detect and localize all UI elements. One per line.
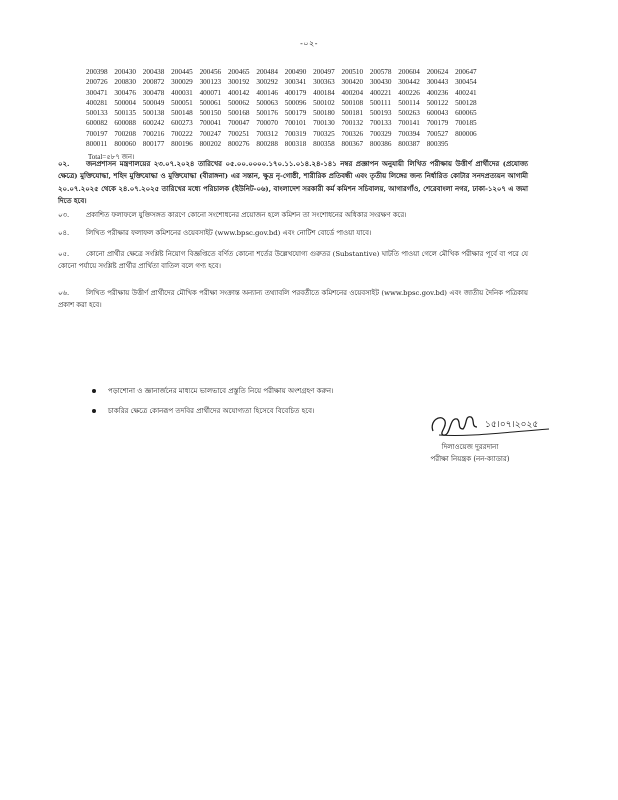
roll-number: 400179 [284,88,307,97]
roll-number: 300442 [398,78,420,87]
roll-number: 200830 [114,78,136,87]
roll-number [455,139,483,149]
roll-number: 400146 [256,88,278,97]
roll-number: 600088 [114,119,136,128]
roll-number: 200647 [455,68,477,76]
bullet-icon [92,409,96,413]
roll-number: 700247 [199,129,222,138]
roll-number: 700312 [256,129,278,138]
roll-number: 500179 [284,109,307,118]
bullet-text: পড়াশোনা ও জ্ঞানার্জনের মাধ্যমে ভালভাবে প্রস্তুতি নিয়ে পরীক্ষায় অংশগ্রহণ করুন। [108,387,334,395]
roll-number: 500049 [142,98,165,107]
roll-number: 700251 [227,129,250,138]
paragraph-text: প্রকাশিত ফলাফলে যুক্তিসঙ্গত কারণে কোনো সংশোধনের প্রয়োজন হলে কমিশন তা সংশোধনের অধিকার সংরক্ষণ করে। [86,211,407,219]
paragraph-06 [58,287,528,312]
roll-number: 700130 [313,119,335,128]
roll-number: 300430 [369,78,392,87]
roll-number: 700216 [142,129,165,138]
roll-number: 200624 [426,68,449,76]
roll-number: 400236 [426,88,449,97]
roll-number: 700141 [398,119,420,128]
roll-number: 600065 [455,109,477,118]
roll-number: 800276 [227,140,250,149]
roll-number: 500135 [114,109,136,118]
roll-number: 400031 [171,88,193,97]
roll-number: 300029 [171,78,193,87]
roll-number: 300123 [199,78,222,87]
roll-number: 800367 [341,140,364,149]
roll-number: 800288 [256,140,278,149]
roll-number: 300454 [455,78,477,87]
roll-number: 500138 [142,109,165,118]
roll-number: 200497 [313,68,335,76]
roll-row [86,108,483,118]
roll-number: 200430 [114,68,136,76]
roll-number: 800196 [171,140,193,149]
roll-number: 700527 [426,129,449,138]
roll-number: 500111 [369,98,391,107]
roll-number: 500108 [341,98,364,107]
roll-number: 500051 [171,98,193,107]
bullet-item [92,381,512,401]
paragraph-number: ০২. [58,160,70,168]
paragraph-03 [58,209,528,221]
roll-number: 400071 [199,88,222,97]
paragraph-number: ০৪. [58,229,70,237]
roll-number: 300476 [114,88,136,97]
page-number: -০২- [300,39,318,48]
roll-number: 800011 [86,140,108,149]
roll-number: 700101 [284,119,307,128]
roll-number: 300341 [284,78,307,87]
roll-number: 500133 [86,109,108,118]
roll-row [86,88,483,98]
roll-number: 600082 [86,119,108,128]
roll-number: 200445 [171,68,193,76]
roll-number: 700179 [426,119,449,128]
roll-number: 700208 [114,129,136,138]
roll-number: 300420 [341,78,364,87]
roll-number: 700394 [398,129,420,138]
roll-number-table [86,67,483,149]
roll-number: 700329 [369,129,392,138]
paragraph-04 [58,227,528,239]
roll-number: 600242 [142,119,165,128]
roll-number: 700070 [256,119,278,128]
roll-number: 500102 [313,98,335,107]
roll-number: 400142 [227,88,250,97]
roll-number: 300192 [227,78,250,87]
roll-number: 700047 [227,119,250,128]
roll-number: 800202 [199,140,222,149]
roll-number: 500150 [199,109,222,118]
roll-number: 300478 [142,88,165,97]
paragraph-number: ০৬. [58,289,70,297]
roll-number: 500004 [114,98,136,107]
roll-number: 800387 [398,140,420,149]
paragraph-text: লিখিত পরীক্ষায় উত্তীর্ণ প্রার্থীদের মৌখিক পরীক্ষা সংক্রান্ত অন্যান্য তথ্যাবলি পরবর্তীতে কমিশনের ওয়েবসাইট (www.bpsc.gov.bd) এবং জাতীয় দৈনিক পত্রিকায় প্রকাশ করা হবে। [58,289,528,310]
roll-number: 200872 [142,78,165,87]
roll-number: 500263 [398,109,420,118]
roll-number: 600043 [426,109,449,118]
roll-number: 300443 [426,78,449,87]
roll-number: 200484 [256,68,278,76]
roll-number: 400184 [313,88,335,97]
roll-number: 500180 [313,109,335,118]
roll-number: 600273 [171,119,193,128]
bullet-icon [92,389,96,393]
roll-row [86,118,483,128]
roll-number: 800006 [455,129,477,138]
roll-number: 400221 [369,88,392,97]
roll-number: 300471 [86,88,108,97]
roll-number: 200510 [341,68,364,76]
roll-number: 500128 [455,98,477,107]
roll-number: 800060 [114,140,136,149]
roll-row [86,77,483,87]
total-count: Total=৫৮৭ জন। [88,153,135,161]
roll-number: 200465 [227,68,250,76]
roll-row [86,98,483,108]
roll-number: 700326 [341,129,364,138]
roll-number: 800395 [426,140,449,149]
roll-number: 300292 [256,78,278,87]
roll-number: 400204 [341,88,364,97]
roll-number: 500148 [171,109,193,118]
roll-number: 200726 [86,78,108,87]
roll-number: 500181 [341,109,364,118]
roll-number: 700132 [341,119,364,128]
roll-number: 500122 [426,98,449,107]
roll-number: 700319 [284,129,307,138]
paragraph-02 [58,158,528,207]
bullet-text: চাকরির ক্ষেত্রে কোনরূপ তদবির প্রার্থীদের অযোগ্যতা হিসেবে বিবেচিত হবে। [108,407,315,415]
paragraph-text: লিখিত পরীক্ষার ফলাফল কমিশনের ওয়েবসাইট (www.bpsc.gov.bd) এবং নোটিশ বোর্ডে পাওয়া যাবে। [86,229,372,237]
paragraph-number: ০৫. [58,250,70,258]
paragraph-text: কোনো প্রার্থীর ক্ষেত্রে সংশ্লিষ্ট নিয়োগ বিজ্ঞপ্তিতে বর্ণিত কোনো শর্তের উল্লেখযোগ্য গুরুতর (Substantive) ঘাটতি পাওয়া গেলে মৌখিক পরীক্ষার পূর্বে বা পরে যে কোনো পর্যায়ে সংশ্লিষ্ট প্রার্থীর প্রার্থিতা বাতিল বলে গণ্য হবে। [58,250,528,271]
roll-number: 700197 [86,129,108,138]
roll-number: 800318 [284,140,307,149]
roll-number: 400241 [455,88,477,97]
roll-row [86,139,483,149]
paragraph-05 [58,248,528,273]
roll-number: 200438 [142,68,165,76]
roll-number: 500063 [256,98,278,107]
roll-number: 200604 [398,68,420,76]
roll-number: 200490 [284,68,307,76]
paragraph-number: ০৩. [58,211,70,219]
handwritten-signature [427,407,557,441]
roll-number: 700041 [199,119,222,128]
roll-number: 500096 [284,98,307,107]
roll-number: 200578 [369,68,392,76]
roll-number: 700222 [171,129,193,138]
roll-number: 300363 [313,78,335,87]
roll-number: 500176 [256,109,278,118]
signatory-title: পরীক্ষা নিয়ন্ত্রক (নন-ক্যাডার) [430,455,510,463]
roll-number: 400226 [398,88,420,97]
roll-number: 200456 [199,68,222,76]
signatory-name: দিলাওয়েজ দুররদানা [441,443,499,451]
roll-number: 500168 [227,109,250,118]
roll-number: 700133 [369,119,392,128]
paragraph-text: জনপ্রশাসন মন্ত্রণালয়ের ২৩.০৭.২০২৪ তারিখের ০৫.০০.০০০০.১৭০.১১.০১৪.২৪-১৪১ নম্বর প্রজ্ঞাপন অনুযায়ী লিখিত পরীক্ষায় উত্তীর্ণ প্রার্থীদের (প্রযোজ্য ক্ষেত্রে) মুক্তিযোদ্ধা, শহিদ মুক্তিযোদ্ধা ও মুক্তিযোদ্ধা (বীরাঙ্গনা) এর সন্তান, ক্ষুদ্র নৃ-গোষ্ঠী, শারীরিক প্রতিবন্ধী এবং তৃতীয় লিঙ্গের জন্য নির্ধারিত কোটার সনদপ্রত্যয়ন আগামী ২০.০৭.২০২৫ থেকে ২৪.০৭.২০২৫ তারিখের মধ্যে পরিচালক (ইউনিট-০৬), বাংলাদেশ সরকারী কর্ম কমিশন সচিবালয়, আগারগাঁও, শেরেবাংলা নগর, ঢাকা-১২০৭ এ জমা দিতে হবে। [58,160,528,205]
roll-number: 500193 [369,109,392,118]
roll-number: 700185 [455,119,477,128]
roll-row [86,129,483,139]
roll-number: 800386 [369,140,392,149]
roll-number: 200398 [86,68,108,76]
roll-number: 500062 [227,98,250,107]
roll-number: 800177 [142,140,165,149]
roll-number: 500061 [199,98,222,107]
roll-number: 500114 [398,98,420,107]
roll-number: 400281 [86,98,108,107]
roll-number: 800358 [313,140,335,149]
roll-row [86,67,483,77]
roll-number: 700325 [313,129,335,138]
signature-date: ১৫।০৭।২০২৫ [485,420,539,430]
